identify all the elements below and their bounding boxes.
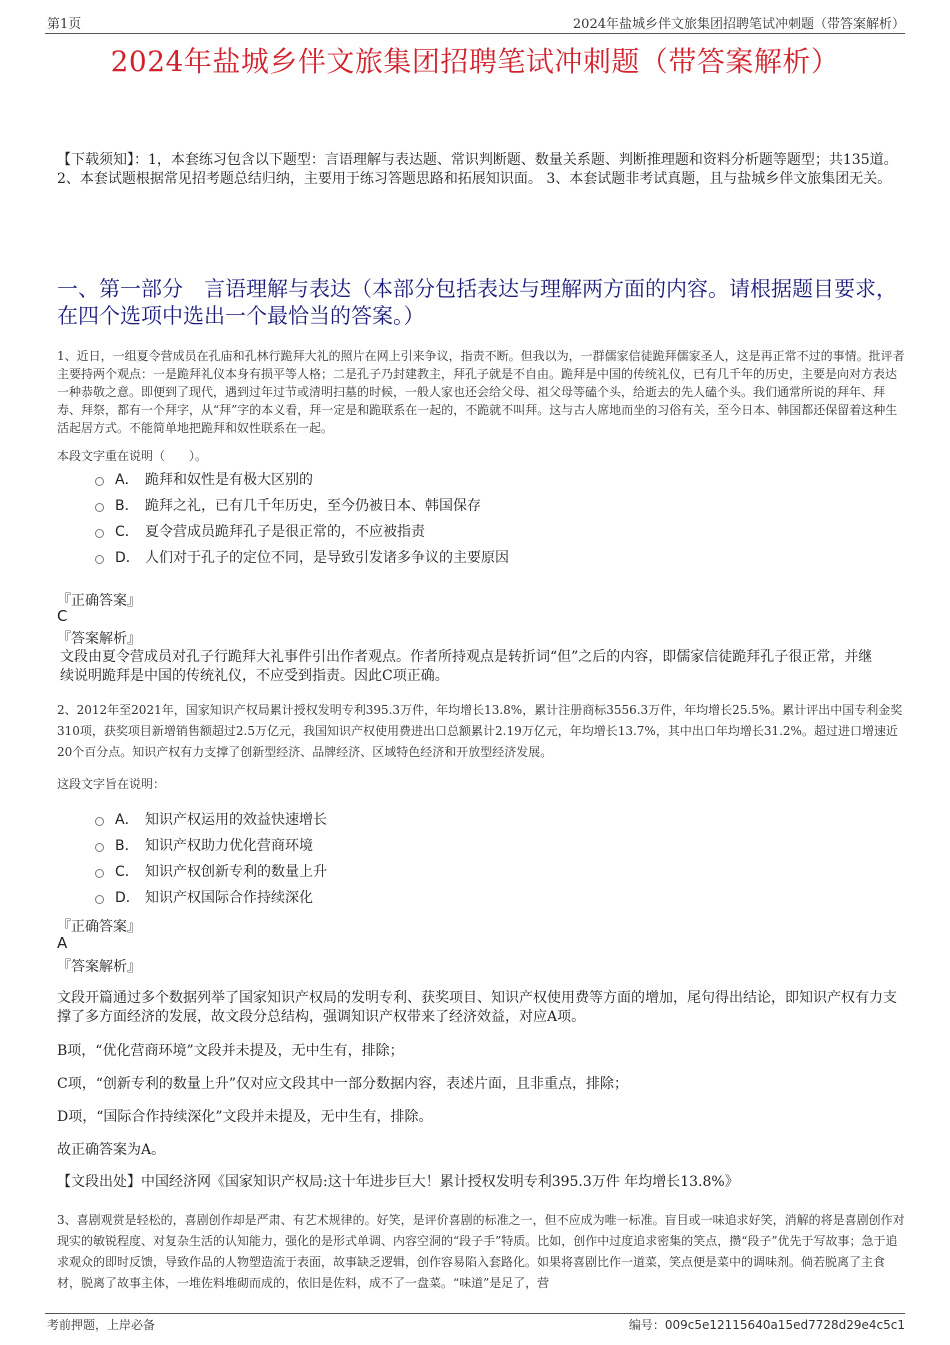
header-divider <box>45 33 905 34</box>
source-citation: 【文段出处】中国经济网《国家知识产权局:这十年进步巨大！累计授权发明专利395.3万件 年均增长13.8%》 <box>57 1174 739 1190</box>
question-1-options <box>95 466 895 570</box>
radio-icon[interactable] <box>95 477 104 486</box>
radio-icon[interactable] <box>95 817 104 826</box>
option-b[interactable]: B． 知识产权助力优化营商环境 <box>95 832 895 858</box>
radio-icon[interactable] <box>95 843 104 852</box>
analysis-paragraph: 故正确答案为A。 <box>57 1142 166 1158</box>
footer-divider <box>45 1313 905 1314</box>
analysis-label: 『答案解析』 <box>57 631 141 647</box>
analysis-label: 『答案解析』 <box>57 959 141 975</box>
analysis-paragraph: 文段开篇通过多个数据列举了国家知识产权局的发明专利、获奖项目、知识产权使用费等方面的增加，尾句得出结论，即知识产权有力支撑了多方面经济的发展，故文段分总结构，强调知识产权带来了经济效益，对应A项。 <box>57 990 897 1025</box>
analysis-text: 文段由夏令营成员对孔子行跪拜大礼事件引出作者观点。作者所持观点是转折词“但”之后的内容，即儒家信徒跪拜孔子很正常，并继续说明跪拜是中国的传统礼仪，不应受到指责。因此C项正确。 <box>60 649 873 684</box>
analysis-paragraph: D项，“国际合作持续深化”文段并未提及，无中生有，排除。 <box>57 1109 433 1125</box>
download-notice: 【下载须知】：1，本套练习包含以下题型：言语理解与表达题、常识判断题、数量关系题、判断推理题和资料分析题等题型；共135道。 2、本套试题根据常见招考题总结归纳，主要用于练习答题思路和拓展知识面。 3、本套试题非考试真题，且与盐城乡伴文旅集团无关。 <box>57 152 898 187</box>
section-heading: 一、第一部分 言语理解与表达（本部分包括表达与理解两方面的内容。请根据题目要求，在四个选项中选出一个最恰当的答案。） <box>57 277 897 328</box>
radio-icon[interactable] <box>95 895 104 904</box>
running-header-title: 2024年盐城乡伴文旅集团招聘笔试冲刺题（带答案解析） <box>572 17 905 32</box>
correct-answer-label: 『正确答案』 <box>57 593 141 609</box>
footer-slogan: 考前押题，上岸必备 <box>47 1318 156 1332</box>
correct-answer: C <box>57 607 68 625</box>
radio-icon[interactable] <box>95 555 104 564</box>
question-2-stem: 2、2012年至2021年，国家知识产权局累计授权发明专利395.3万件，年均增长13.8%，累计注册商标3556.3万件，年均增长25.5%。累计评出中国专利金奖310项，获奖项目新增销售额超过2.5万亿元，我国知识产权使用费进出口总额累计2.19万亿元，年均增长13.7%，其中出口年均增长31.2%。超过进口增速近20个百分点。知识产权有力支撑了创新型经济、品牌经济、区域特色经济和开放型经济发展。 <box>57 703 903 759</box>
option-c[interactable]: C． 夏令营成员跪拜孔子是很正常的，不应被指责 <box>95 518 895 544</box>
option-d[interactable]: D． 知识产权国际合作持续深化 <box>95 884 895 910</box>
option-a[interactable]: A． 跪拜和奴性是有极大区别的 <box>95 466 895 492</box>
option-c[interactable]: C． 知识产权创新专利的数量上升 <box>95 858 895 884</box>
option-b[interactable]: B． 跪拜之礼，已有几千年历史，至今仍被日本、韩国保存 <box>95 492 895 518</box>
question-3-stem: 3、喜剧观赏是轻松的，喜剧创作却是严肃、有艺术规律的。好笑，是评价喜剧的标准之一，但不应成为唯一标准。盲目或一味追求好笑，消解的将是喜剧创作对现实的敏锐程度、对复杂生活的认知能力，强化的是形式单调、内容空洞的“段子手”特质。比如，创作中过度追求密集的笑点，攒“段子”优先于写故事；急于追求观众的即时反馈，导致作品的人物塑造流于表面，故事缺乏逻辑，创作容易陷入套路化。如果将喜剧比作一道菜，笑点便是菜中的调味剂。倘若脱离了主食材，脱离了故事主体，一堆佐料堆砌而成的，依旧是佐料，成不了一盘菜。“味道”是足了，营 <box>57 1213 905 1290</box>
correct-answer-label: 『正确答案』 <box>57 919 141 935</box>
question-2-prompt: 这段文字旨在说明： <box>57 777 166 791</box>
correct-answer: A <box>57 934 68 952</box>
radio-icon[interactable] <box>95 869 104 878</box>
document-title: 2024年盐城乡伴文旅集团招聘笔试冲刺题（带答案解析） <box>110 45 840 78</box>
question-2-options <box>95 806 895 910</box>
document-code: 编号：009c5e12115640a15ed7728d29e4c5c1 <box>628 1318 905 1332</box>
page-number: 第1页 <box>47 17 82 32</box>
option-a[interactable]: A． 知识产权运用的效益快速增长 <box>95 806 895 832</box>
radio-icon[interactable] <box>95 529 104 538</box>
question-1-prompt: 本段文字重在说明（ ）。 <box>57 449 208 463</box>
radio-icon[interactable] <box>95 503 104 512</box>
analysis-paragraph: B项，“优化营商环境”文段并未提及，无中生有，排除； <box>57 1043 404 1059</box>
analysis-paragraph: C项，“创新专利的数量上升”仅对应文段其中一部分数据内容，表述片面，且非重点，排除； <box>57 1076 629 1092</box>
option-d[interactable]: D． 人们对于孔子的定位不同，是导致引发诸多争议的主要原因 <box>95 544 895 570</box>
question-1-stem: 1、近日，一组夏令营成员在孔庙和孔林行跪拜大礼的照片在网上引来争议，指责不断。但我以为，一群儒家信徒跪拜儒家圣人，这是再正常不过的事情。批评者主要持两个观点：一是跪拜礼仪本身有损平等人格；二是孔子乃封建教主，拜孔子就是不自由。跪拜是中国的传统礼仪，已有几千年的历史，主要是向对方表达一种恭敬之意。即便到了现代，遇到过年过节或清明扫墓的时候，一般人家也还会给父母、祖父母等磕个头，给逝去的先人磕个头。我们通常所说的拜年、拜寿、拜祭，都有一个拜字，从“拜”字的本义看，拜一定是和跪联系在一起的，不跪就不叫拜。这与古人席地而坐的习俗有关，至今日本、韩国都还保留着这种生活起居方式。不能简单地把跪拜和奴性联系在一起。 <box>57 349 905 435</box>
